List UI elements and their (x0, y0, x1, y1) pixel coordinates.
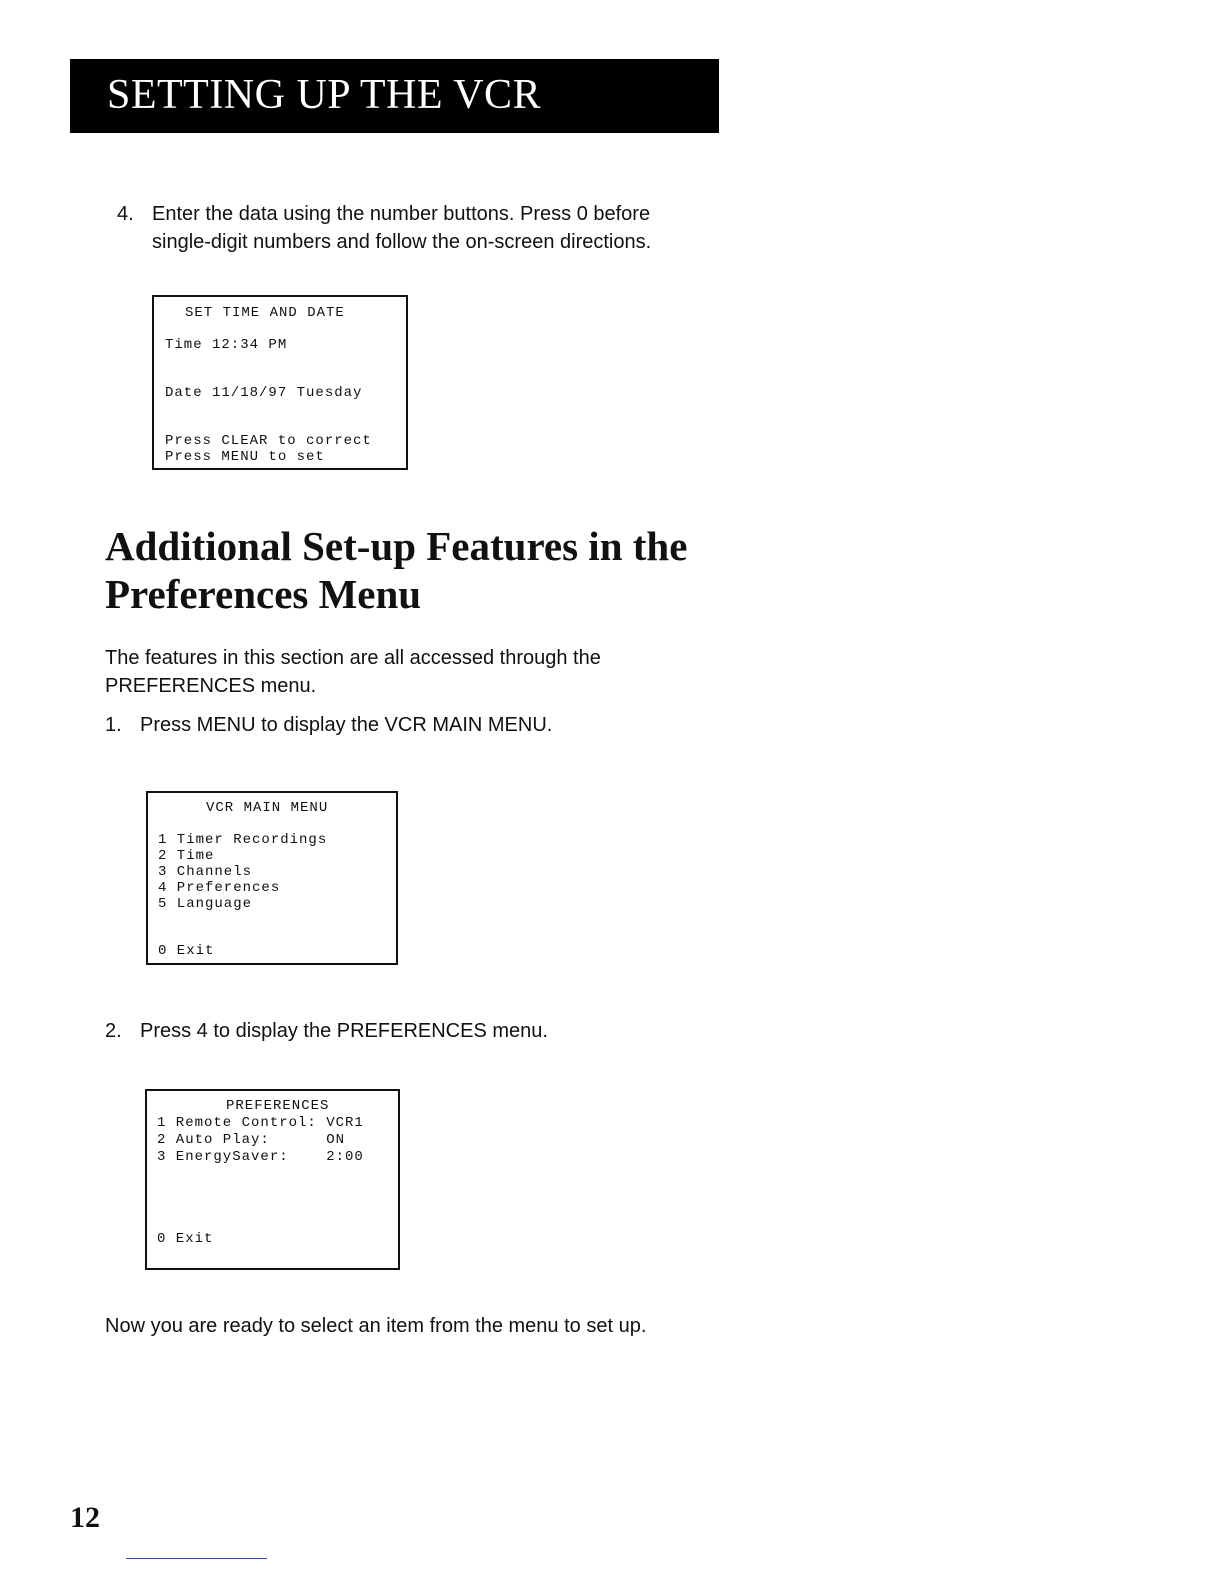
section-heading-line-1: Additional Set-up Features in the (105, 523, 688, 569)
screen-date-line: Date 11/18/97 Tuesday (165, 385, 363, 401)
preferences-menu-screen (145, 1089, 400, 1270)
screen-title: VCR MAIN MENU (206, 800, 329, 816)
screen-title: SET TIME AND DATE (185, 305, 345, 321)
menu-item: 2 Time (158, 848, 215, 864)
preference-item: 3 EnergySaver: 2:00 (157, 1149, 364, 1165)
closing-text: Now you are ready to select an item from the menu to set up. (105, 1315, 647, 1337)
time-date-screen (152, 295, 408, 470)
screen-hint-clear: Press CLEAR to correct (165, 433, 372, 449)
menu-item: 5 Language (158, 896, 253, 912)
section-heading (105, 522, 687, 618)
menu-item: 4 Preferences (158, 880, 281, 896)
step-1-number: 1. (105, 714, 122, 736)
screen-hint-menu: Press MENU to set (165, 449, 325, 465)
step-2-number: 2. (105, 1020, 122, 1042)
bottom-rule (126, 1558, 267, 1559)
page-number: 12 (70, 1501, 100, 1534)
screen-title: PREFERENCES (226, 1098, 330, 1114)
menu-item: 1 Timer Recordings (158, 832, 328, 848)
step-1-text: Press MENU to display the VCR MAIN MENU. (140, 714, 553, 736)
step-4-text-line-2: single-digit numbers and follow the on-screen directions. (152, 231, 652, 253)
menu-item: 3 Channels (158, 864, 253, 880)
vcr-main-menu-screen (146, 791, 398, 965)
step-2-text: Press 4 to display the PREFERENCES menu. (140, 1020, 548, 1042)
menu-exit-item: 0 Exit (158, 943, 215, 959)
step-4-number: 4. (117, 203, 134, 225)
section-heading-line-2: Preferences Menu (105, 571, 422, 617)
screen-time-line: Time 12:34 PM (165, 337, 288, 353)
chapter-header-bar (70, 59, 719, 133)
intro-text-line-2: PREFERENCES menu. (105, 675, 317, 697)
menu-exit-item: 0 Exit (157, 1231, 214, 1247)
chapter-title: SETTING UP THE VCR (107, 72, 542, 118)
intro-text-line-1: The features in this section are all accessed through the (105, 647, 601, 669)
step-4-text-line-1: Enter the data using the number buttons. Press 0 before (152, 203, 651, 225)
preference-item: 2 Auto Play: ON (157, 1132, 346, 1148)
preference-item: 1 Remote Control: VCR1 (157, 1115, 364, 1131)
